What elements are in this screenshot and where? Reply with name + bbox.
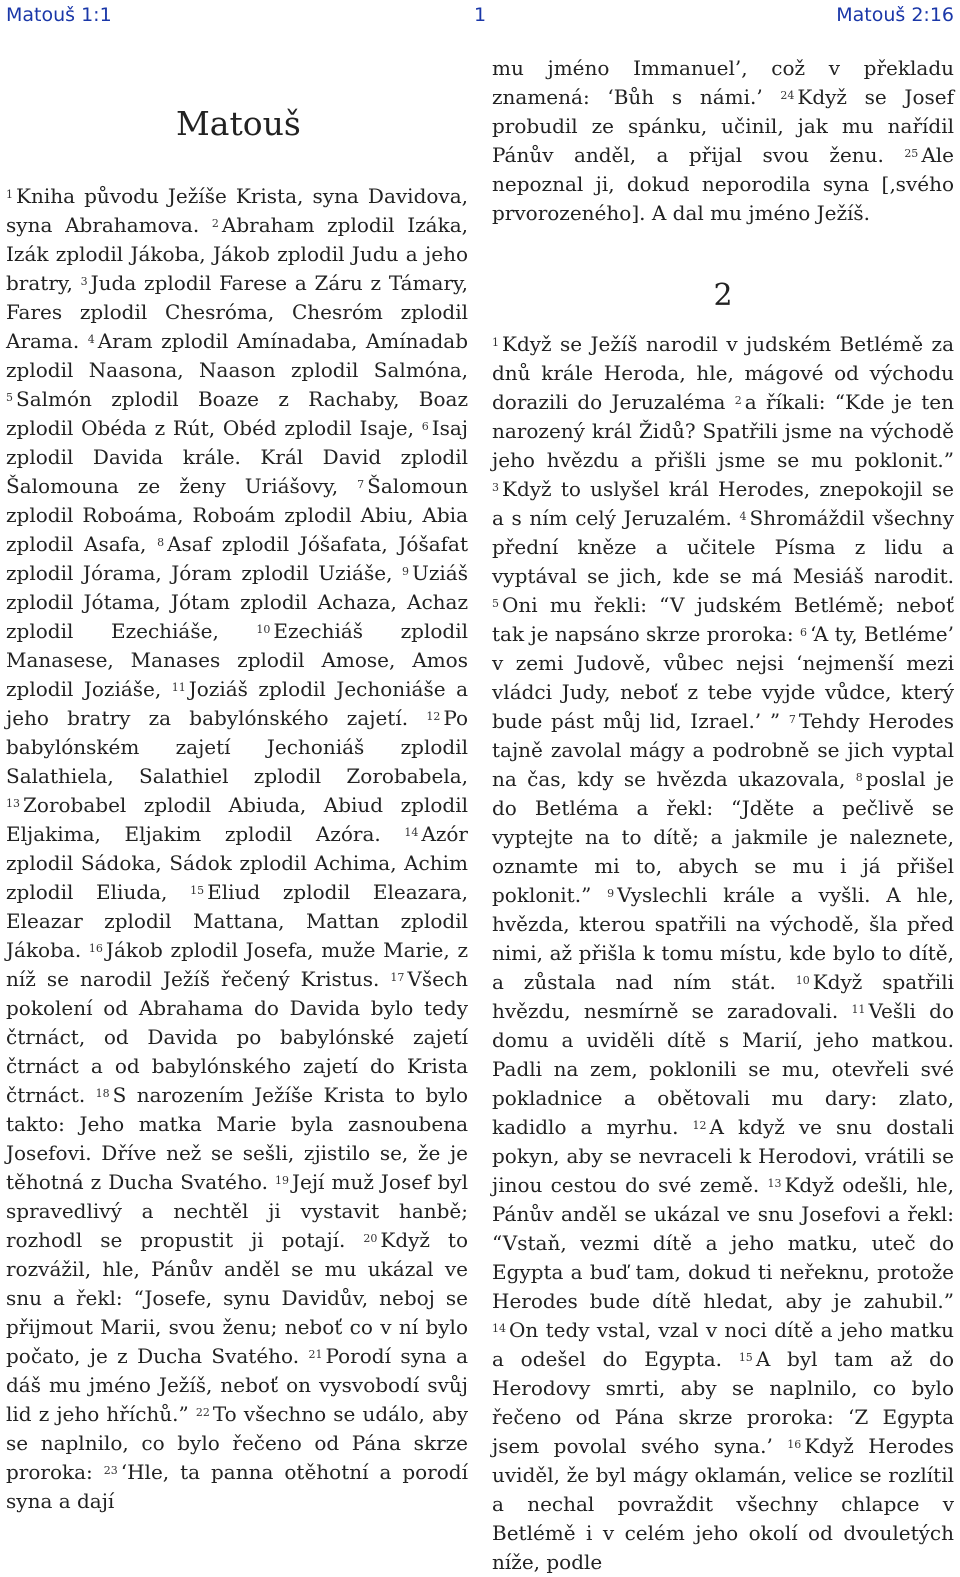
verse-text: a říkali: “Kde je ten narozený král Židů? Spatřili jsme na východě jeho hvězdu a přišli jsme se mu poklonit.” [492,390,955,472]
verse-number: 6 [799,626,807,639]
verse-number: 2 [734,394,742,407]
verse-number: 13 [767,1177,782,1190]
verse-number: 1 [492,336,499,349]
verse-text: Když Herodes uviděl, že byl mágy oklamán, velice se rozlítil a nechal povraždit všechny chlapce v Betlémě i v celém jeho okolí od dvouletých níže, podle [492,1434,955,1574]
verse-number: 20 [363,1232,378,1245]
verse-text: Všech pokolení od Abrahama do Davida bylo tedy čtrnáct, od Davida po babylónské zajetí čtrnáct a od babylónského zajetí do Krista čtrnáct. [6,967,468,1107]
verse-text: Tehdy Herodes tajně zavolal mágy a podrobně se jich vyptal na čas, kdy se hvězda ukazovala, [492,709,955,791]
verse-number: 5 [6,391,13,404]
verse-number: 8 [855,771,863,784]
verse-number: 15 [738,1351,753,1364]
chapter-2-text [492,330,954,1577]
verse-number: 11 [851,1003,866,1016]
chapter-1-continuation [492,54,954,228]
verse-number: 4 [739,510,747,523]
verse-number: 2 [211,217,219,230]
verse-number: 25 [904,147,919,160]
verse-number: 5 [492,597,499,610]
verse-text: Isaj zplodil Davida krále. Král David zplodil Šalomouna ze ženy Uriášovy, [6,416,469,498]
verse-number: 8 [157,536,165,549]
verse-number: 16 [88,942,103,955]
header-right-reference: Matouš 2:16 [836,4,954,26]
page-header [6,4,954,28]
verse-number: 24 [780,89,795,102]
verse-text: Vešli do domu a uviděli dítě s Marií, jeho matkou. Padli na zem, poklonili se mu, otevřeli své pokladnice a obětovali mu dary: zlato, kadidlo a myrhu. [492,999,955,1139]
verse-number: 4 [87,333,95,346]
verse-number: 9 [607,887,615,900]
verse-number: 7 [357,478,365,491]
verse-number: 12 [426,710,441,723]
verse-text: Když spatřili hvězdu, nesmírně se zaradovali. [492,970,955,1023]
verse-text: Eliud zplodil Eleazara, Eleazar zplodil Mattana, Mattan zplodil Jákoba. [6,880,468,962]
verse-number: 15 [190,884,205,897]
header-left-reference: Matouš 1:1 [6,4,112,26]
verse-text: Asaf zplodil Jóšafata, Jóšafat zplodil Jórama, Jóram zplodil Uziáše, [6,532,469,585]
verse-text: S narozením Ježíše Krista to bylo takto: Jeho matka Marie byla zasnoubena Josefovi. Dříve než se sešli, zjistilo se, že je těhotná z Ducha Svatého. [6,1083,469,1194]
verse-number: 7 [788,713,796,726]
verse-text: On tedy vstal, vzal v noci dítě a jeho matku a odešel do Egypta. [492,1318,954,1371]
verse-text: Když odešli, hle, Pánův anděl se ukázal ve snu Josefovi a řekl: “Vstaň, vezmi dítě a jeho matku, uteč do Egypta a buď tam, dokud ti neřeknu, protože Herodes bude dítě hledat, aby je zahubil.” [492,1173,954,1313]
verse-number: 10 [256,623,271,636]
verse-text: ‘Hle, ta panna otěhotní a porodí syna a dají [6,1460,468,1513]
verse-number: 19 [274,1174,289,1187]
verse-text: mu jméno Immanuel’, což v překladu znamená: ‘Bůh s námi.’ [492,56,954,109]
verse-number: 12 [692,1119,707,1132]
verse-number: 6 [421,420,429,433]
verse-number: 17 [390,971,405,984]
verse-text: Porodí syna a dáš mu jméno Ježíš, neboť on vysvobodí svůj lid z jeho hříchů.” [6,1344,469,1426]
verse-number: 13 [6,797,20,810]
verse-text: Když se Josef probudil ze spánku, učinil, jak mu nařídil Pánův anděl, a přijal svou ženu. [492,85,954,167]
verse-text: Když to rozvážil, hle, Pánův anděl se mu ukázal ve snu a řekl: “Josefe, synu Davidův, neboj se přijmout Marii, svou ženu; neboť co v ní bylo počato, je z Ducha Svatého. [6,1228,468,1368]
verse-text: Kniha původu Ježíše Krista, syna Davidova, syna Abrahamova. [6,184,468,237]
verse-number: 18 [95,1087,110,1100]
verse-number: 14 [404,826,419,839]
verse-text: Salmón zplodil Boaze z Rachaby, Boaz zplodil Obéda z Rút, Obéd zplodil Isaje, [6,387,468,440]
verse-text: Když se Ježíš narodil v judském Betlémě za dnů krále Heroda, hle, mágové od východu dorazili do Jeruzaléma [492,332,954,414]
verse-text: Ale nepoznal ji, dokud neporodila syna [‚svého prvorozeného]. A dal mu jméno Ježíš. [492,143,954,225]
chapter-1-text [6,182,468,1516]
verse-number: 1 [6,188,13,201]
verse-text: Aram zplodil Amínadaba, Amínadab zplodil Naasona, Naason zplodil Salmóna, [6,329,468,382]
verse-text: poslal je do Betléma a řekl: “Jděte a pečlivě se vyptejte na to dítě; a jakmile je naleznete, oznamte mi to, abych se mu i já přišel poklonit.” [492,767,955,907]
verse-number: 3 [492,481,499,494]
verse-number: 21 [308,1348,323,1361]
verse-text: Jákob zplodil Josefa, muže Marie, z níž se narodil Ježíš řečený Kristus. [6,938,468,991]
verse-text: ‘A ty, Betléme’ v zemi Judově, vůbec nejsi ‘nejmenší mezi vládci Judy, neboť z tebe vyjde vůdce, který bude pást můj lid, Izrael.’ ” [492,622,954,733]
verse-text: Její muž Josef byl spravedlivý a nechtěl ji vystavit hanbě; rozhodl se propustit ji potají. [6,1170,468,1252]
left-column [6,182,468,1516]
verse-number: 14 [492,1322,506,1335]
chapter-number: 2 [713,278,733,313]
verse-text: Abraham zplodil Izáka, Izák zplodil Jákoba, Jákob zplodil Judu a jeho bratry, [6,213,468,295]
verse-number: 9 [402,565,410,578]
verse-text: A když ve snu dostali pokyn, aby se nevraceli k Herodovi, vrátili se jinou cestou do své země. [492,1115,954,1197]
verse-text: Juda zplodil Farese a Záru z Támary, Fares zplodil Chesróma, Chesróm zplodil Arama. [6,271,469,353]
verse-text: A byl tam až do Herodovy smrti, aby se naplnilo, co bylo řečeno od Pána skrze proroka: ‘Z Egypta jsem povolal svého syna.’ [492,1347,955,1458]
verse-text: Když to uslyšel král Herodes, znepokojil se a s ním celý Jeruzalém. [492,477,954,530]
verse-text: Šalomoun zplodil Roboáma, Roboám zplodil Abiu, Abia zplodil Asafa, [6,474,469,556]
verse-number: 16 [787,1438,802,1451]
verse-text: Zorobabel zplodil Abiuda, Abiud zplodil Eljakima, Eljakim zplodil Azóra. [6,793,468,846]
verse-number: 22 [195,1406,210,1419]
verse-text: Joziáš zplodil Jechoniáše a jeho bratry za babylónského zajetí. [6,677,468,730]
verse-text: Azór zplodil Sádoka, Sádok zplodil Achima, Achim zplodil Eliuda, [6,822,468,904]
verse-number: 23 [103,1464,118,1477]
verse-text: Vyslechli krále a vyšli. A hle, hvězda, kterou spatřili na východě, šla před nimi, až přišla k tomu místu, kde bylo to dítě, a zůstala nad ním stát. [492,883,955,994]
verse-text: Po babylónském zajetí Jechoniáš zplodil Salathiela, Salathiel zplodil Zorobabela, [6,706,469,788]
verse-number: 11 [171,681,186,694]
right-column [492,54,954,1577]
verse-text: Uziáš zplodil Jótama, Jótam zplodil Achaza, Achaz zplodil Ezechiáše, [6,561,468,643]
verse-number: 10 [795,974,810,987]
verse-text: Oni mu řekli: “V judském Betlémě; neboť tak je napsáno skrze proroka: [492,593,954,646]
verse-text: Shromáždil všechny přední kněze a učitele Písma z lidu a vyptával se jich, kde se má Mesiáš narodit. [492,506,954,588]
book-title: Matouš [176,104,301,143]
verse-number: 3 [80,275,88,288]
verse-text: To všechno se událo, aby se naplnilo, co bylo řečeno od Pána skrze proroka: [6,1402,469,1484]
page-number: 1 [473,4,487,26]
verse-text: Ezechiáš zplodil Manasese, Manases zplodil Amose, Amos zplodil Joziáše, [6,619,468,701]
